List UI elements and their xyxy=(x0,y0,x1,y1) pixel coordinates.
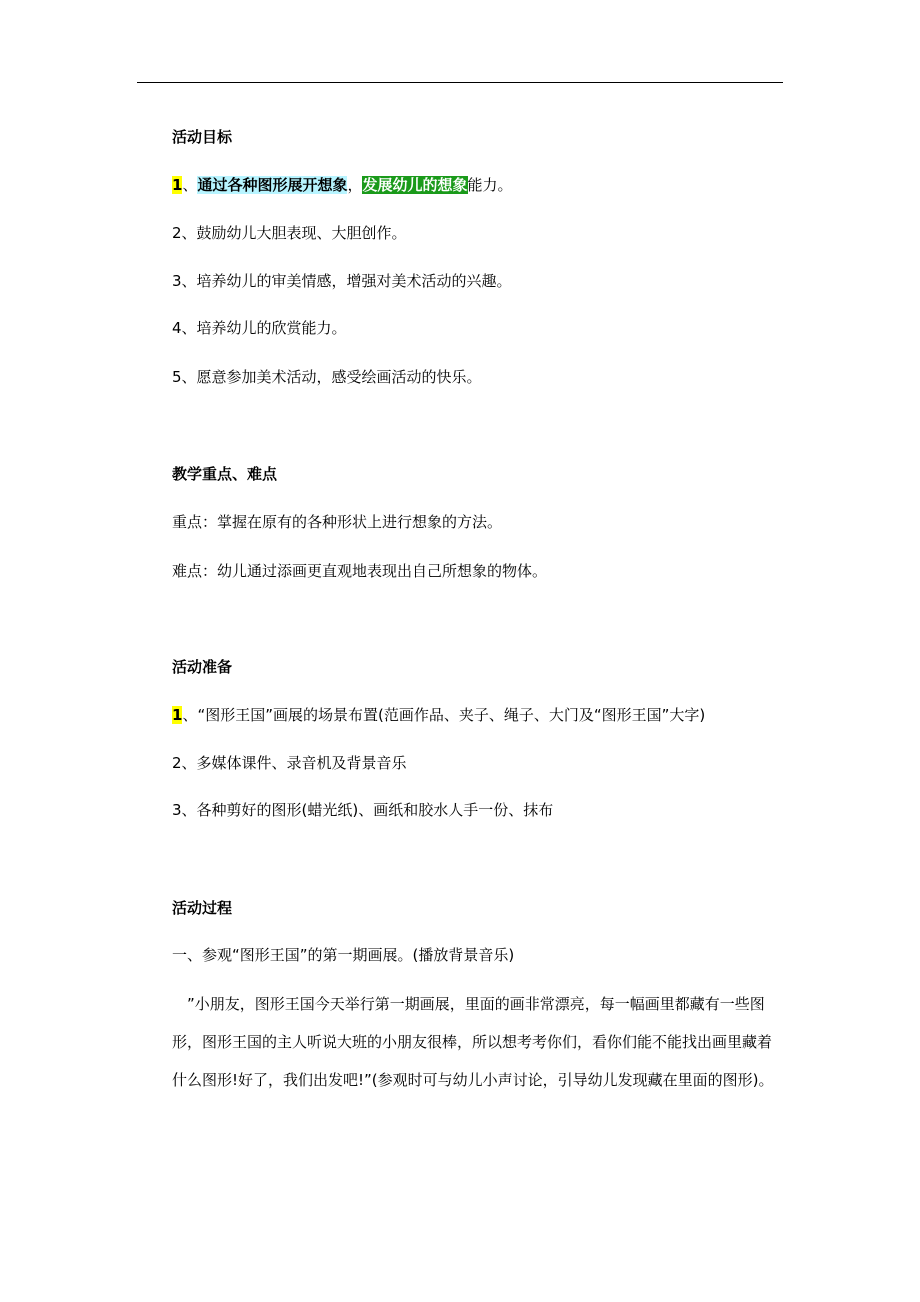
goal-item-3: 3、培养幼儿的审美情感，增强对美术活动的兴趣。 xyxy=(172,272,512,290)
process-paragraph: ”小朋友，图形王国今天举行第一期画展，里面的画非常漂亮，每一幅画里都藏有一些图形，图形王国的主人听说大班的小朋友很棒，所以想考考你们，看你们能不能找出画里藏着什么图形!好了，我们出发吧!”(参观时可与幼儿小声讨论，引导幼儿发现藏在里面的图形)。 xyxy=(172,995,774,1089)
preparation-item-2: 2、多媒体课件、录音机及背景音乐 xyxy=(172,754,407,772)
goal-item-1-rest: 能力。 xyxy=(467,176,513,194)
keypoint-item: 重点：掌握在原有的各种形状上进行想象的方法。 xyxy=(172,513,503,531)
preparation-heading: 活动准备 xyxy=(172,658,233,676)
preparation-item-1-text: 、“图形王国”画展的场景布置(范画作品、夹子、绳子、大门及“图形王国”大字) xyxy=(182,706,706,724)
goal-item-4: 4、培养幼儿的欣赏能力。 xyxy=(172,319,347,337)
goal-item-1-number: 1 xyxy=(172,176,183,194)
preparation-item-1 xyxy=(172,705,705,725)
goal-item-1-comma: ， xyxy=(347,176,363,194)
difficulty-item: 难点：幼儿通过添画更直观地表现出自己所想象的物体。 xyxy=(172,562,548,580)
preparation-item-3: 3、各种剪好的图形(蜡光纸)、画纸和胶水人手一份、抹布 xyxy=(172,801,554,819)
process-step-1: 一、参观“图形王国”的第一期画展。(播放背景音乐) xyxy=(172,946,515,964)
goal-item-1-highlight-a: 通过各种图形展开想象 xyxy=(197,176,348,194)
goal-item-5: 5、愿意参加美术活动，感受绘画活动的快乐。 xyxy=(172,368,482,386)
goals-heading: 活动目标 xyxy=(172,128,233,146)
goal-item-1-highlight-b: 发展幼儿的想象 xyxy=(362,176,468,194)
goal-item-2: 2、鼓励幼儿大胆表现、大胆创作。 xyxy=(172,224,407,242)
goal-item-1 xyxy=(172,175,513,195)
process-heading: 活动过程 xyxy=(172,899,233,917)
header-rule xyxy=(137,82,783,83)
keypoints-heading: 教学重点、难点 xyxy=(172,465,278,483)
goal-item-1-separator: 、 xyxy=(182,176,198,194)
preparation-item-1-number: 1 xyxy=(172,706,183,724)
